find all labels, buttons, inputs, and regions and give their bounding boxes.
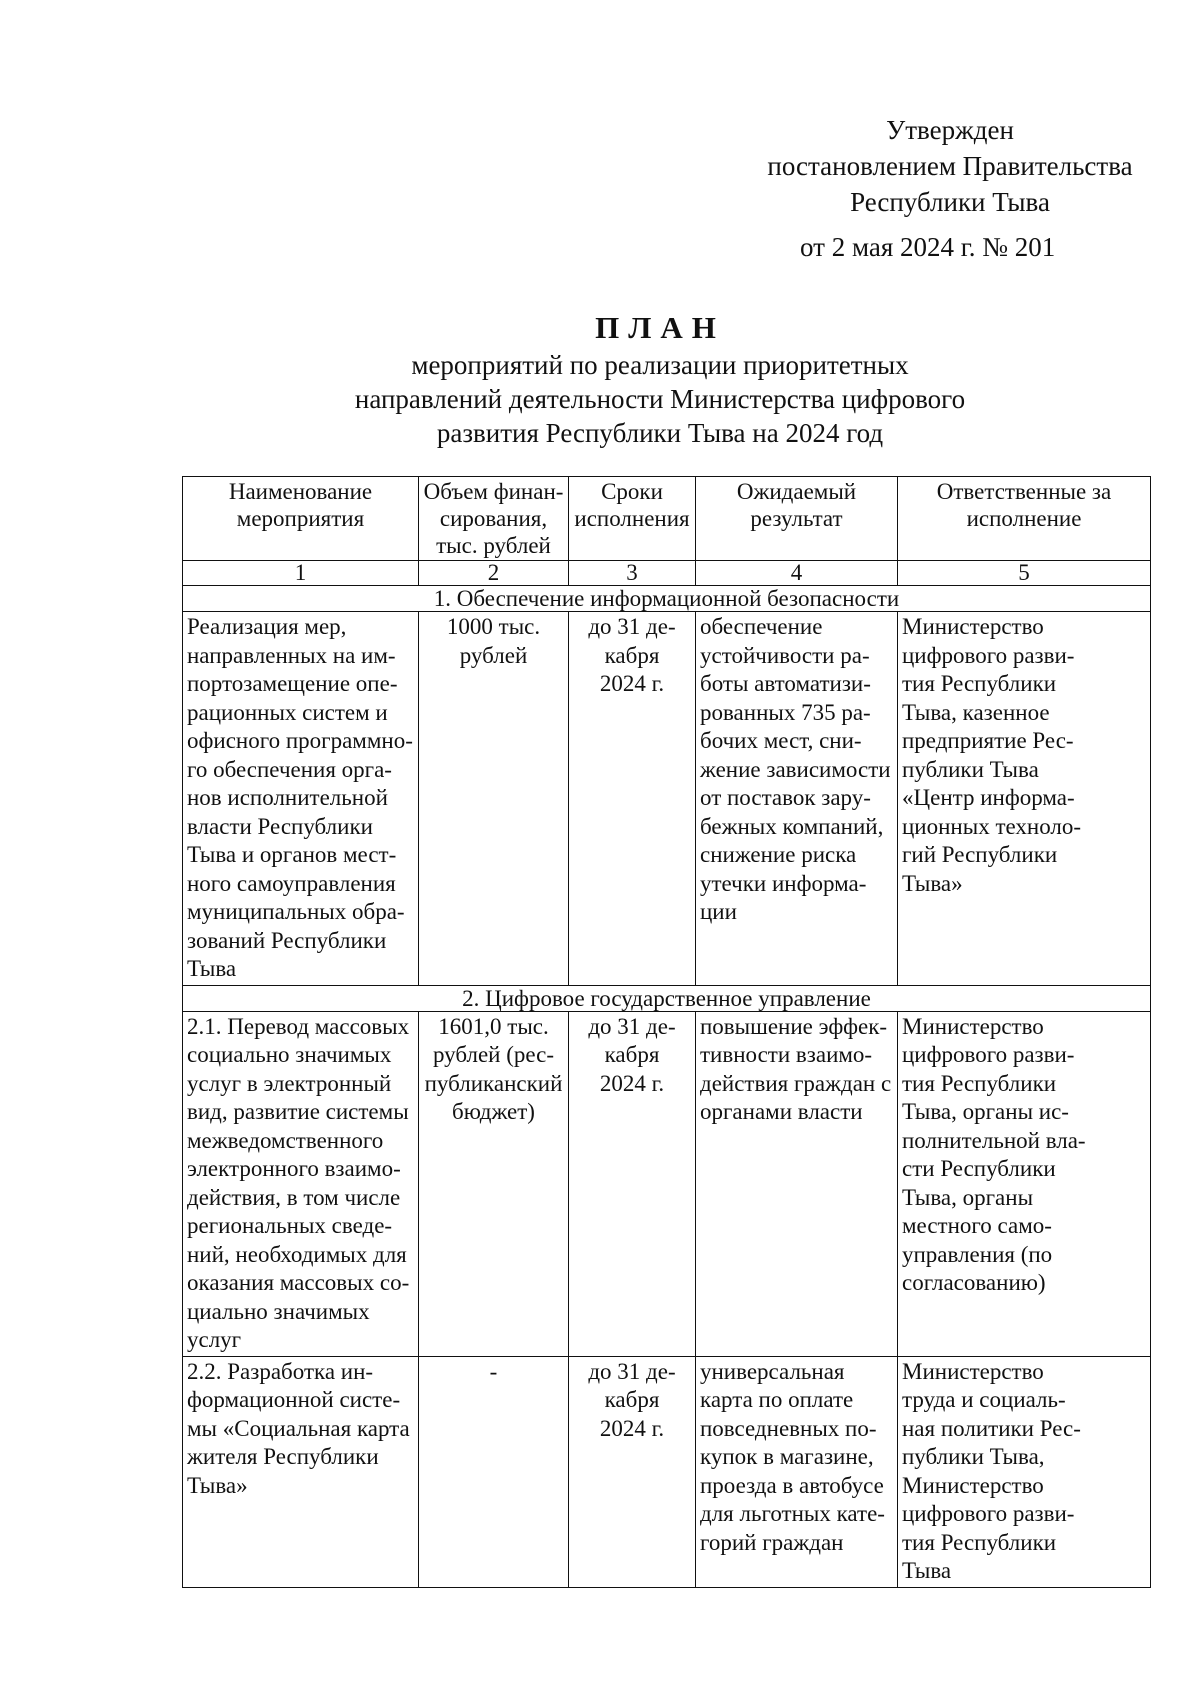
section-row	[183, 985, 1151, 1011]
cell-responsible: Министерство цифрового разви- тия Республики Тыва, органы ис- полнительной вла- сти Республики Тыва, органы местного само- управления (по согласованию)	[898, 1011, 1151, 1356]
approval-line: постановлением Правительства	[767, 151, 1133, 181]
header-name: Наименование мероприятия	[183, 477, 419, 561]
cell-result: повышение эффек- тивности взаимо- действия граждан с органами власти	[696, 1011, 898, 1356]
section-title: 1. Обеспечение информационной безопасности	[183, 586, 1151, 612]
cell-name: 2.2. Разработка ин- формационной систе- мы «Социальная карта жителя Республики Тыва»	[183, 1356, 419, 1587]
header-funding: Объем финан- сирования, тыс. рублей	[419, 477, 569, 561]
cell-deadline: до 31 де- кабря 2024 г.	[569, 612, 696, 986]
approval-block	[760, 112, 1140, 220]
cell-funding: 1000 тыс. рублей	[419, 612, 569, 986]
approval-date: от 2 мая 2024 г. № 201	[800, 232, 1056, 262]
column-number: 3	[569, 561, 696, 586]
approval-line: Республики Тыва	[850, 187, 1050, 217]
cell-result: обеспечение устойчивости ра- боты автоматизи- рованных 735 ра- бочих мест, сни- жение зависимости от поставок зару- бежных компаний, снижение риска утечки информа- ции	[696, 612, 898, 986]
cell-funding: 1601,0 тыс. рублей (рес- публиканский бюджет)	[419, 1011, 569, 1356]
table-row	[183, 612, 1151, 986]
header-responsible: Ответственные за исполнение	[898, 477, 1151, 561]
column-number: 5	[898, 561, 1151, 586]
plan-table	[182, 476, 1151, 1588]
column-number: 1	[183, 561, 419, 586]
document-subtitle: мероприятий по реализации приоритетных направлений деятельности Министерства цифрового развития Республики Тыва на 2024 год	[354, 350, 966, 448]
table-header-row	[183, 477, 1151, 561]
approval-line: Утвержден	[886, 115, 1014, 145]
cell-responsible: Министерство труда и социаль- ная политики Рес- публики Тыва, Министерство цифрового разви- тия Республики Тыва	[898, 1356, 1151, 1587]
cell-result: универсальная карта по оплате повседневных по- купок в магазине, проезда в автобусе для льготных кате- горий граждан	[696, 1356, 898, 1587]
document-title: ПЛАН	[595, 310, 725, 345]
cell-name: Реализация мер, направленных на им- портозамещение опе- рационных систем и офисного программно- го обеспечения орга- нов исполнительной власти Республики Тыва и органов мест- ного самоуправления муниципальных обра- зований Республики Тыва	[183, 612, 419, 986]
cell-responsible: Министерство цифрового разви- тия Республики Тыва, казенное предприятие Рес- публики Тыва «Центр информа- ционных техноло- гий Республики Тыва»	[898, 612, 1151, 986]
header-result: Ожидаемый результат	[696, 477, 898, 561]
cell-name: 2.1. Перевод массовых социально значимых услуг в электронный вид, развитие системы межведомственного электронного взаимо- действия, в том числе региональных сведе- ний, необходимых для оказания массовых со- циально значимых услуг	[183, 1011, 419, 1356]
cell-funding: -	[419, 1356, 569, 1587]
column-number-row	[183, 561, 1151, 586]
table-row	[183, 1011, 1151, 1356]
column-number: 4	[696, 561, 898, 586]
header-deadline: Сроки исполнения	[569, 477, 696, 561]
table-row	[183, 1356, 1151, 1587]
section-row	[183, 586, 1151, 612]
column-number: 2	[419, 561, 569, 586]
cell-deadline: до 31 де- кабря 2024 г.	[569, 1356, 696, 1587]
section-title: 2. Цифровое государственное управление	[183, 985, 1151, 1011]
cell-deadline: до 31 де- кабря 2024 г.	[569, 1011, 696, 1356]
